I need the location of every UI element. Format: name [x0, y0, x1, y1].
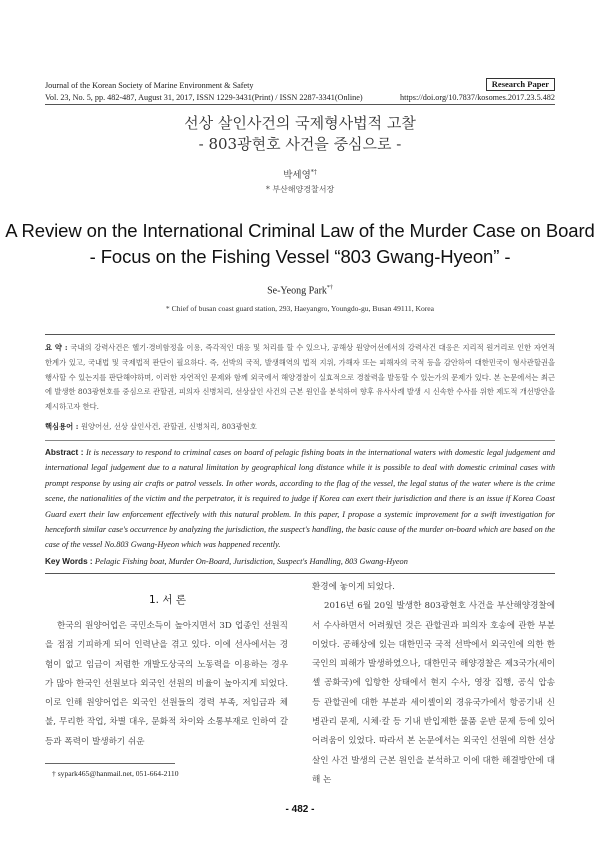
abstract-divider-top	[45, 334, 555, 335]
korean-subtitle: - 803광현호 사건을 중심으로 -	[198, 135, 402, 153]
footnote-mark: †	[52, 769, 56, 778]
section-heading: 1. 서 론	[149, 594, 186, 606]
body-right-paragraph: 2016년 6월 20일 발생한 803광현호 사건을 부산해양경찰에서 수사하면서 어려웠던 것은 관할권과 피의자 호송에 관한 부분 이었다. 공해상에 있는 대한민국 국적 선박에서 외국인에 의한 한국인의 피해가 발생하였으나, 대한민국 해양경찰은 제3국가(세이셸 공화국)에 입항한 상태에서 현지 수사, 영장 집행, 공식 압송 등 관할권에 대한 부분과 세이셸이외 경유국가에서 항공기내 신병관리 문제, 시체·칼 등 기내 반입제한 물품 운반 문제 등에 있어 어려움이 있었다. 따라서 본 논문에서는 외국인 선원에 의한 선상살인 사건 발생의 근본 원인을 분석하고 이에 대한 해결방안에 대해 논	[312, 601, 555, 785]
abstract-en-label: Abstract :	[45, 448, 87, 457]
keywords-en-label: Key Words :	[45, 557, 95, 566]
author-name-ko: 박세영	[283, 170, 311, 181]
body-right-first-line: 환경에 놓이게 되었다.	[312, 582, 395, 592]
abstract-divider-mid	[45, 440, 555, 441]
english-keywords	[45, 554, 555, 569]
english-author	[0, 285, 600, 296]
keywords-ko-text: 원양어선, 선상 살인사건, 관할권, 신병처리, 803광현호	[80, 422, 257, 431]
korean-abstract	[45, 341, 555, 415]
body-right-column	[312, 578, 555, 790]
body-left-column: 한국의 원양어업은 국민소득이 높아지면서 3D 업종인 선원직을 점점 기피하게 되어 인력난을 겪고 있다. 이에 선사에서는 경험이 없고 임금이 저렴한 개발도상국의 노동력을 이용하는 경우가 많아 한국인 선원보다 외국인 선원의 비율이 높아지게 되었다. 이로 인해 원양어업은 외국인 선원들의 경력 부족, 저임금과 체불, 무리한 작업, 차별 대우, 문화적 차이와 소통부재로 인하여 갈등과 폭력이 발생하기 쉬운	[45, 621, 288, 747]
abstract-ko-text: 국내의 강력사건은 헬기·경비함정을 이용, 즉각적인 대응 및 처리를 할 수 있으나, 공해상 원양어선에서의 강력사건 대응은 지리적 원거리로 인한 자연적 한계가 있고, 국내법 및 국제법적 판단이 필요하다. 즉, 선박의 국적, 발생해역의 법적 지위, 가해자 또는 피해자의 국적 등을 감안하여 대한민국이 형사관할권을 행사할 수 있는지를 판단해야하며, 이러한 자연적인 문제와 함께 외국에서 해양경찰이 실효적으로 경찰력을 발동할 수 있는가의 문제가 있다. 본 논문에서는 최근에 발생한 803광현호를 중심으로 관할권, 피의자 신병처리, 선상살인 사건의 근본 원인을 분석하여 향후 유사사례 발생 시 신속한 수사를 위한 제도적 개선방안을 제시하고자 한다.	[45, 343, 555, 412]
english-subtitle: - Focus on the Fishing Vessel “803 Gwang-Hyeon” -	[89, 246, 511, 267]
english-title: A Review on the International Criminal Law of the Murder Case on Board	[5, 220, 595, 241]
author-mark-ko: *†	[310, 168, 317, 176]
english-affiliation: * Chief of busan coast guard station, 293, Haeyangro, Youngdo-gu, Busan 49111, Korea	[165, 304, 435, 313]
footnote-email: sypark465@hanmail.net, 051-664-2110	[57, 769, 179, 778]
footnote	[52, 769, 179, 778]
korean-keywords	[45, 420, 555, 435]
english-abstract	[45, 445, 555, 553]
page-number: - 482 -	[285, 804, 315, 815]
volume-info: Vol. 23, No. 5, pp. 482-487, August 31, 2017, ISSN 1229-3431(Print) / ISSN 2287-3341(Online)	[45, 93, 363, 102]
header-divider	[45, 104, 555, 105]
footnote-rule	[45, 763, 175, 764]
korean-author	[0, 167, 600, 181]
author-name-en: Se-Yeong Park	[267, 285, 327, 297]
korean-title: 선상 살인사건의 국제형사법적 고찰	[184, 114, 416, 132]
author-mark-en: *†	[326, 285, 333, 291]
abstract-en-text: It is necessary to respond to criminal cases on board of pelagic fishing boats in the international waters with domestic legal judgement and international legal judgement due to a natural limitation by geographical long distance while it is possible to deal with domestic criminal cases with prompt response by using air crafts or patrol vessels. In other words, according to the flag of the vessel, the legal status of the water where is the crime scene, the nationalities of the victim and the perpetrator, it is required to judge if Korea can exert their jurisdiction and there is an issue if Korea Coast Guard exert their law enforcement effectively with this natural problem. In this paper, I propose a systemic improvement for a swift investigation for henceforth similar case's occurrence by analyzing the jurisdiction, the suspect's handling, the basic cause of the murder on-board which are based on the case of the vessel No.803 Gwang-Hyeon which was happened recently.	[45, 448, 555, 550]
doi-link[interactable]: https://doi.org/10.7837/kosomes.2017.23.5.482	[400, 93, 555, 102]
korean-affiliation: * 부산해양경찰서장	[265, 185, 335, 194]
abstract-ko-label: 요 약 :	[45, 343, 71, 352]
keywords-en-text: Pelagic Fishing boat, Murder On-Board, Jurisdiction, Suspect's Handling, 803 Gwang-Hyeon	[94, 557, 408, 566]
keywords-ko-label: 핵심용어 :	[45, 422, 81, 431]
abstract-divider-bottom	[45, 573, 555, 574]
article-type-badge: Research Paper	[486, 78, 555, 91]
journal-name: Journal of the Korean Society of Marine Environment & Safety	[45, 81, 254, 90]
